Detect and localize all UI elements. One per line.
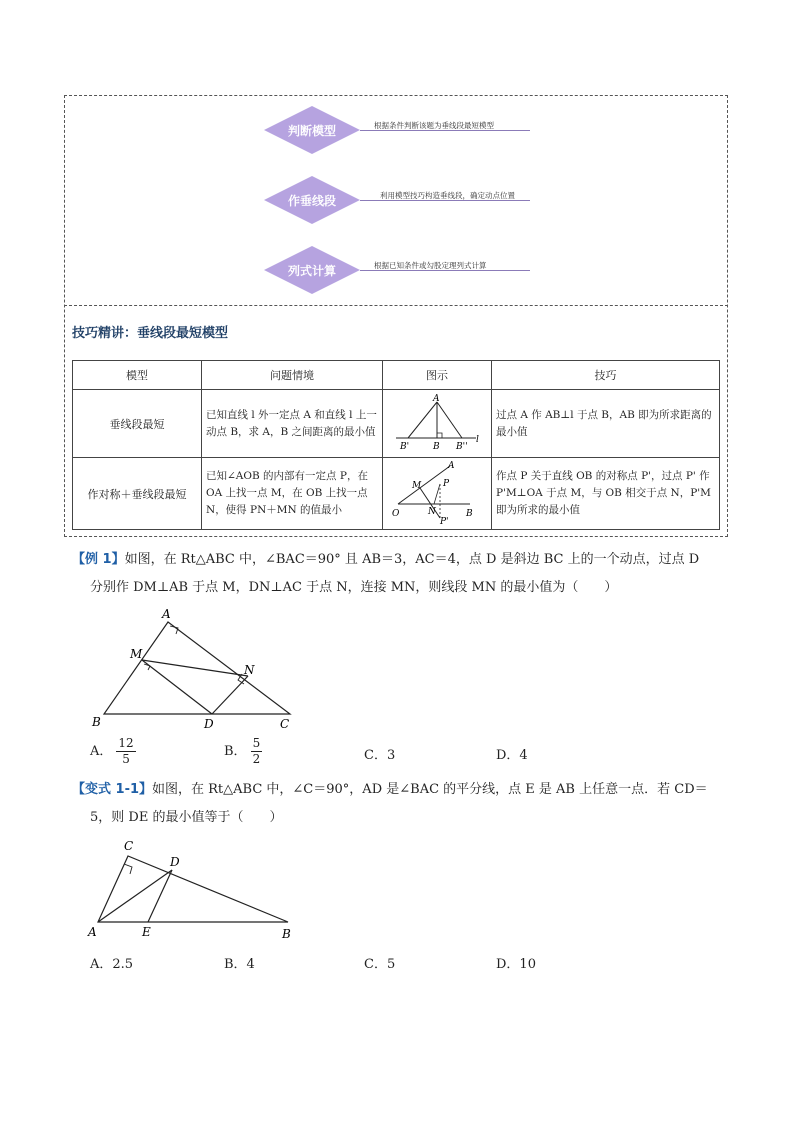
figure-label: P' [440, 517, 449, 524]
option-prefix: A． [90, 744, 113, 759]
figure-label: M [412, 481, 422, 491]
flow-step-note: 根据条件判断该题为垂线段最短模型 [374, 121, 494, 130]
figure-label: B [433, 442, 440, 452]
option-a[interactable] [90, 736, 136, 767]
figure-label: D [170, 855, 180, 869]
figure-label: A [88, 925, 97, 939]
flow-step-note: 根据已知条件或勾股定理列式计算 [374, 261, 487, 270]
question-text: 5，则 DE 的最小值等于（ ） [90, 810, 283, 825]
option-a[interactable]: A．2.5 [90, 957, 134, 972]
option-prefix: B． [224, 744, 247, 759]
figure-label: B [92, 715, 101, 729]
figure-label: P [443, 479, 450, 489]
option-b[interactable] [224, 736, 262, 767]
option-c[interactable]: C．3 [364, 748, 396, 763]
figure-label: M [130, 647, 143, 661]
example-1-figure [84, 604, 314, 730]
fraction [116, 736, 135, 767]
figure-label: E [142, 925, 151, 939]
figure-label: A [162, 607, 171, 621]
perpendicular-figure [390, 392, 484, 452]
figure-label: D [204, 717, 214, 730]
table-cell-figure [383, 458, 492, 530]
fraction-denominator: 5 [122, 752, 130, 766]
table-header: 技巧 [492, 361, 720, 390]
table-header: 问题情境 [202, 361, 383, 390]
table-cell-figure [383, 390, 492, 458]
figure-label: A [433, 394, 440, 404]
flow-step-label: 作垂线段 [287, 193, 336, 208]
question-text: 如图，在 Rt△ABC 中，∠C＝90°，AD 是∠BAC 的平分线，点 E 是 AB 上任意一点．若 CD＝ [152, 782, 708, 797]
question-line [72, 776, 732, 804]
figure-label: B [466, 509, 473, 519]
variant-tag: 【变式 1-1】 [72, 782, 153, 797]
option-d[interactable]: D．10 [496, 957, 536, 972]
option-b[interactable]: B．4 [224, 957, 255, 972]
table-header-row [73, 361, 720, 390]
table-row [73, 390, 720, 458]
method-flowchart [252, 100, 540, 300]
table-cell-situation: 已知直线 l 外一定点 A 和直线 l 上一动点 B，求 A，B 之间距离的最小值 [202, 390, 383, 458]
example-1-question [72, 546, 732, 602]
table-row [73, 458, 720, 530]
table-cell-technique: 作点 P 关于直线 OB 的对称点 P'，过点 P' 作 P'M⊥OA 于点 M，与 OB 相交于点 N，P'M 即为所求的最小值 [492, 458, 720, 530]
figure-label: B [282, 927, 291, 941]
flow-step-label: 判断模型 [287, 123, 336, 138]
fraction-denominator: 2 [252, 752, 261, 766]
flow-step-label: 列式计算 [287, 263, 336, 278]
flow-step-2 [262, 174, 362, 226]
figure-label: C [280, 717, 290, 730]
table-header: 模型 [73, 361, 202, 390]
figure-label: N [428, 507, 436, 517]
question-text: 如图，在 Rt△ABC 中，∠BAC＝90° 且 AB＝3，AC＝4，点 D 是斜边 BC 上的一个动点，过点 D [124, 552, 700, 567]
flow-step-note: 利用模型技巧构造垂线段，确定动点位置 [380, 191, 515, 200]
symmetry-figure [390, 460, 484, 524]
fraction-numerator: 5 [252, 736, 261, 750]
figure-label: A [448, 461, 455, 471]
variant-1-question [72, 776, 732, 832]
table-header: 图示 [383, 361, 492, 390]
question-text: 分别作 DM⊥AB 于点 M，DN⊥AC 于点 N，连接 MN，则线段 MN 的最小值为（ ） [90, 580, 618, 595]
option-c[interactable]: C．5 [364, 957, 396, 972]
figure-label: O [392, 509, 400, 519]
table-cell-situation: 已知∠AOB 的内部有一定点 P，在 OA 上找一点 M，在 OB 上找一点 N，使得 PN＋MN 的值最小 [202, 458, 383, 530]
figure-label: B'' [456, 442, 468, 452]
flow-step-3 [262, 244, 362, 296]
model-table [72, 360, 720, 530]
frame-divider [64, 305, 728, 306]
table-cell-technique: 过点 A 作 AB⊥l 于点 B，AB 即为所求距离的最小值 [492, 390, 720, 458]
option-d[interactable]: D．4 [496, 748, 528, 763]
figure-label: B' [400, 442, 410, 452]
figure-label: l [476, 435, 479, 445]
example-tag: 【例 1】 [72, 552, 125, 567]
table-cell-model: 垂线段最短 [73, 390, 202, 458]
figure-label: C [124, 839, 134, 853]
section-title: 技巧精讲：垂线段最短模型 [72, 326, 229, 341]
fraction [251, 736, 263, 767]
question-line [72, 546, 732, 574]
fraction-numerator: 12 [118, 736, 134, 750]
variant-1-figure [84, 836, 304, 946]
table-cell-model: 作对称＋垂线段最短 [73, 458, 202, 530]
flow-step-1 [262, 104, 362, 156]
figure-label: N [244, 663, 255, 677]
